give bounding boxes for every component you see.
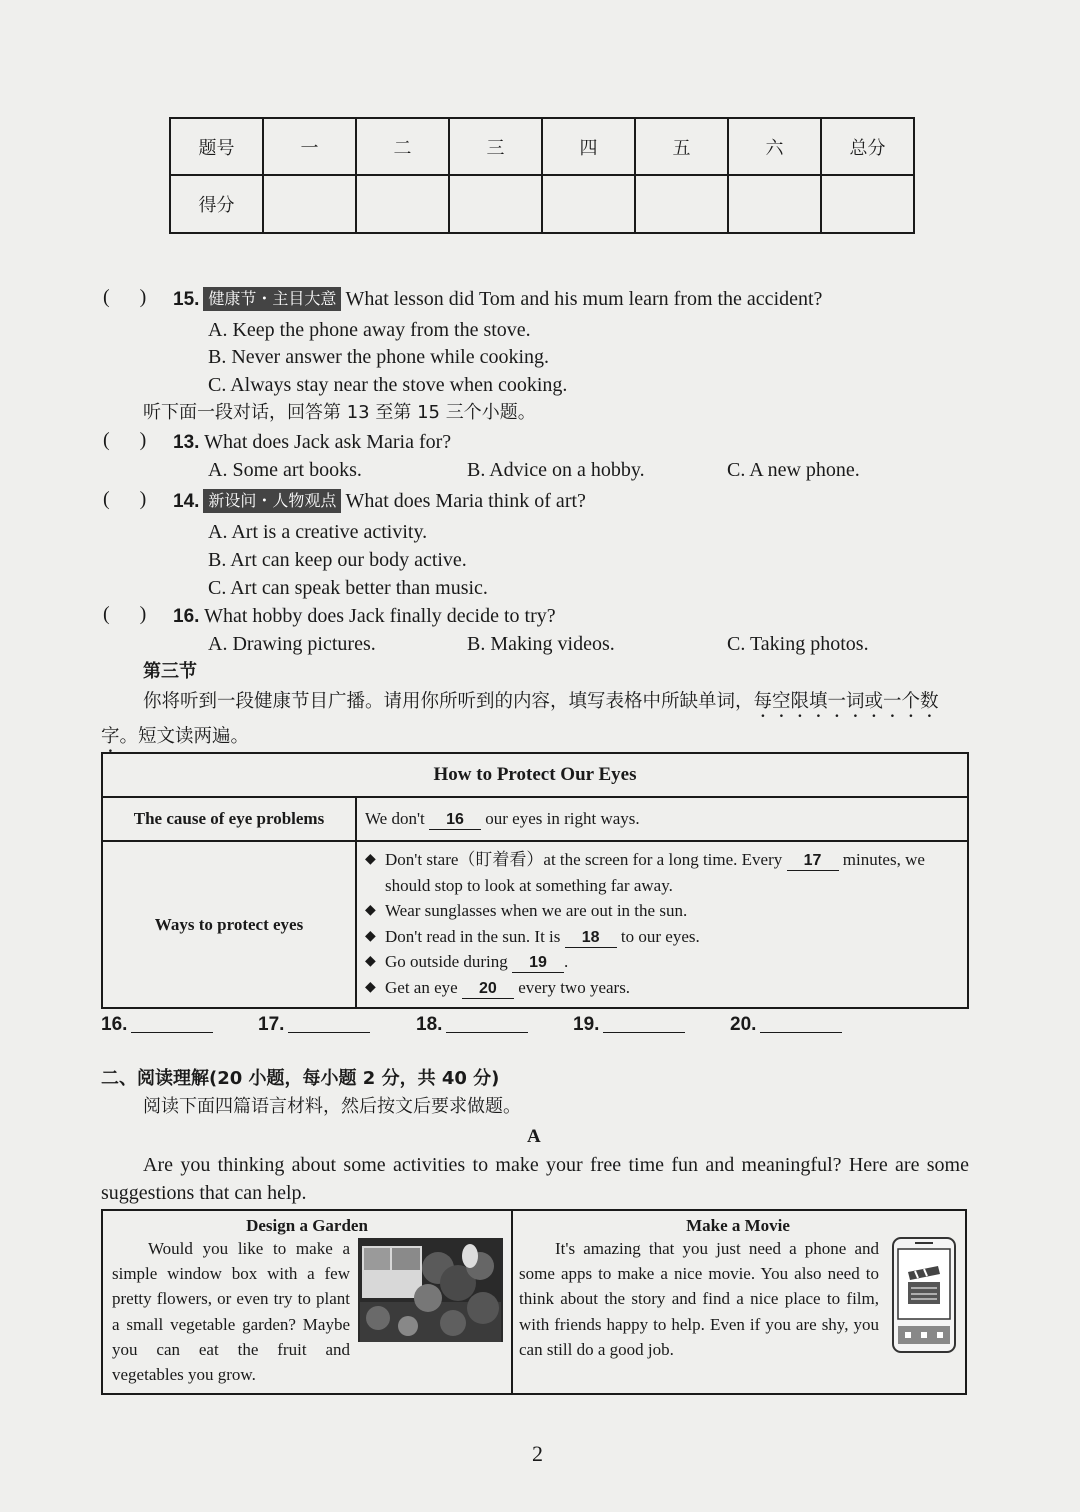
answer-blank[interactable] — [760, 1012, 842, 1033]
suggestions-box — [101, 1209, 967, 1395]
score-cell — [542, 175, 635, 233]
answer-line-16: 16. — [101, 1012, 213, 1036]
option-b: B. Advice on a hobby. — [467, 459, 645, 481]
text: We don't — [365, 808, 425, 828]
answer-bracket: ( ) — [103, 488, 147, 510]
question-tag: 新设问・人物观点 — [203, 489, 341, 513]
option-c: C. Always stay near the stove when cooking. — [208, 374, 568, 396]
option-c: C. A new phone. — [727, 459, 860, 481]
garden-text: Would you like to make a simple window box with a few pretty flowers, or even try to plant a small vegetable garden? Maybe you can eat the fruit and vegetables you grow. — [112, 1239, 350, 1385]
answer-blank[interactable] — [131, 1012, 213, 1033]
question-number: 15. — [173, 289, 200, 310]
page-number: 2 — [532, 1441, 543, 1466]
table-title: How to Protect Our Eyes — [102, 753, 968, 797]
movie-title: Make a Movie — [686, 1216, 790, 1235]
score-cell — [728, 175, 821, 233]
answer-bracket: ( ) — [103, 286, 147, 308]
answer-blank[interactable] — [603, 1012, 685, 1033]
score-header-cell: 五 — [635, 118, 728, 175]
blank-16: 16 — [429, 811, 481, 830]
passage-intro: Are you thinking about some activities to make your free time fun and meaningful? Here are some suggestions that can help. — [101, 1154, 969, 1204]
score-cell — [356, 175, 449, 233]
option-a: A. Some art books. — [208, 459, 362, 481]
movie-column — [511, 1211, 965, 1393]
option-a: A. Keep the phone away from the stove. — [208, 319, 531, 341]
instruction-text: 你将听到一段健康节目广播。请用你所听到的内容，填写表格中所缺单词， — [143, 691, 754, 712]
option-a: A. Drawing pictures. — [208, 633, 376, 655]
bullet-item: ◆ Don't stare（盯着看）at the screen for a long time. Every 17 minutes, we should stop to look at something far away. — [365, 847, 959, 898]
score-header-cell: 总分 — [821, 118, 914, 175]
part2-instruction: 阅读下面四篇语言材料，然后按文后要求做题。 — [143, 1096, 521, 1117]
part2-heading: 二、阅读理解(20 小题，每小题 2 分，共 40 分) — [101, 1068, 500, 1089]
section-title: 第三节 — [143, 661, 197, 682]
section-instruction — [101, 687, 971, 757]
score-row-label: 得分 — [170, 175, 263, 233]
answer-blank[interactable] — [288, 1012, 370, 1033]
question-14 — [173, 488, 586, 515]
answer-bracket: ( ) — [103, 603, 147, 625]
score-cell — [449, 175, 542, 233]
question-number: 14. — [173, 491, 200, 512]
instruction-text: 。短文读两遍。 — [119, 726, 250, 747]
answer-blank[interactable] — [446, 1012, 528, 1033]
row-content — [356, 797, 968, 841]
blank-18: 18 — [565, 929, 617, 948]
option-a: A. Art is a creative activity. — [208, 521, 428, 543]
option-c: C. Art can speak better than music. — [208, 577, 488, 599]
option-b: B. Never answer the phone while cooking. — [208, 346, 550, 368]
question-text: What does Maria think of art? — [345, 490, 586, 512]
score-cell — [635, 175, 728, 233]
option-b: B. Making videos. — [467, 633, 615, 655]
bullet-item: ◆ Wear sunglasses when we are out in the sun. — [365, 898, 959, 924]
blank-20: 20 — [462, 980, 514, 999]
row-content — [356, 841, 968, 1008]
garden-photo — [358, 1238, 503, 1342]
question-15 — [173, 286, 822, 313]
option-b: B. Art can keep our body active. — [208, 549, 467, 571]
instruction-13-15: 听下面一段对话，回答第 13 至第 15 三个小题。 — [143, 402, 536, 423]
garden-title: Design a Garden — [246, 1216, 368, 1235]
answer-line-18: 18. — [416, 1012, 528, 1036]
score-header-cell: 三 — [449, 118, 542, 175]
garden-column — [103, 1211, 513, 1393]
question-16 — [173, 603, 556, 630]
score-cell — [263, 175, 356, 233]
answer-bracket: ( ) — [103, 429, 147, 451]
question-tag: 健康节・主目大意 — [203, 287, 341, 311]
score-cell — [821, 175, 914, 233]
movie-body — [511, 1236, 965, 1362]
score-header-cell: 四 — [542, 118, 635, 175]
garden-body — [103, 1236, 511, 1387]
bullet-item: ◆ Go outside during 19 . — [365, 949, 959, 975]
phone-icon — [891, 1236, 957, 1354]
score-table — [169, 117, 915, 234]
question-number: 16. — [173, 606, 200, 627]
emphasized-instruction: 每空限填一词或一个数字 — [101, 691, 939, 747]
answer-line-17: 17. — [258, 1012, 370, 1036]
eye-protection-table — [101, 752, 969, 1009]
score-header-cell: 一 — [263, 118, 356, 175]
answer-line-20: 20. — [730, 1012, 842, 1036]
question-text: What hobby does Jack finally decide to try? — [204, 605, 556, 627]
question-number: 13. — [173, 432, 200, 453]
bullet-item: ◆ Get an eye 20 every two years. — [365, 975, 959, 1001]
row-label: The cause of eye problems — [102, 797, 356, 841]
passage-letter: A — [527, 1126, 541, 1147]
answer-line-19: 19. — [573, 1012, 685, 1036]
row-label: Ways to protect eyes — [102, 841, 356, 1008]
question-13 — [173, 429, 451, 456]
question-text: What does Jack ask Maria for? — [204, 431, 452, 453]
score-header-cell: 题号 — [170, 118, 263, 175]
question-text: What lesson did Tom and his mum learn from the accident? — [345, 288, 823, 310]
score-header-cell: 六 — [728, 118, 821, 175]
blank-17: 17 — [787, 852, 839, 871]
option-c: C. Taking photos. — [727, 633, 869, 655]
score-header-cell: 二 — [356, 118, 449, 175]
bullet-item: ◆ Don't read in the sun. It is 18 to our eyes. — [365, 924, 959, 950]
text: our eyes in right ways. — [485, 808, 640, 828]
movie-text: It's amazing that you just need a phone and some apps to make a nice movie. You also need to think about the story and find a nice place to film, with friends happy to help. Even if you are shy, you can still do a good job. — [519, 1239, 879, 1359]
blank-19: 19 — [512, 954, 564, 973]
